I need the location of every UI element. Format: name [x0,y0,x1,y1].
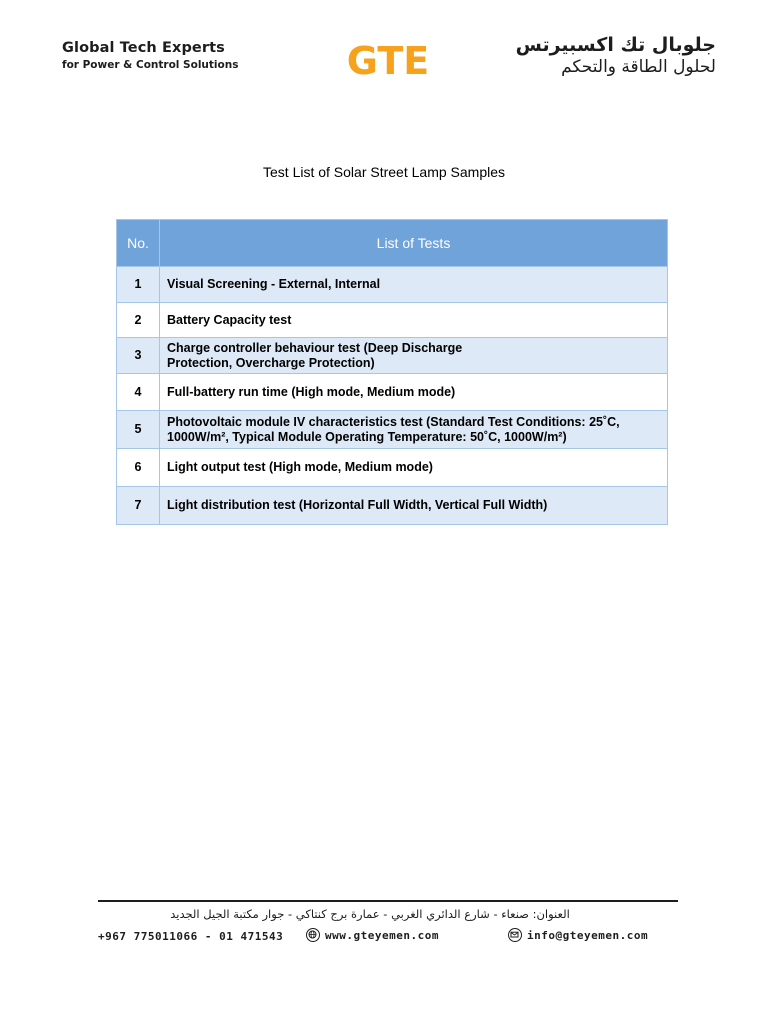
table-row [117,411,668,449]
document-title: Test List of Solar Street Lamp Samples [263,164,505,180]
test-line: Full-battery run time (High mode, Medium mode) [167,384,456,399]
test-line: Charge controller behaviour test (Deep Discharge [167,340,463,355]
test-description [160,374,668,411]
row-number: 1 [117,267,160,303]
arabic-company-name: جلوبال تك اكسبيرتس [515,34,716,56]
test-line: Photovoltaic module IV characteristics test (Standard Test Conditions: 25˚C, [167,414,620,429]
test-description [160,411,668,449]
tests-table [116,219,668,525]
test-description [160,487,668,525]
footer-address: العنوان: صنعاء - شارع الدائري الغربي - عمارة برج كنتاكي - جوار مكتبة الجيل الجديد [170,907,570,921]
email-link[interactable] [508,928,648,942]
column-header-tests: List of Tests [160,220,668,267]
arabic-company-tagline: لحلول الطاقة والتحكم [561,57,716,77]
table-row [117,303,668,338]
test-description [160,267,668,303]
row-number: 2 [117,303,160,338]
test-line: Light distribution test (Horizontal Full Width, Vertical Full Width) [167,498,548,512]
website-text: www.gteyemen.com [325,928,439,942]
row-number: 4 [117,374,160,411]
table-row [117,449,668,487]
company-name: Global Tech Experts [62,40,225,56]
envelope-icon [508,928,522,942]
test-description [160,303,668,338]
column-header-no: No. [117,220,160,267]
company-tagline: for Power & Control Solutions [62,59,239,71]
footer-divider [98,900,678,902]
test-line: 1000W/m², Typical Module Operating Temperature: 50˚C, 1000W/m²) [167,429,567,444]
phone-number: +967 775011066 - 01 471543 [98,930,284,943]
email-text: info@gteyemen.com [527,928,649,942]
table-row [117,374,668,411]
test-description [160,449,668,487]
row-number: 3 [117,338,160,374]
test-line: Battery Capacity test [167,312,292,327]
row-number: 6 [117,449,160,487]
row-number: 5 [117,411,160,449]
table-row [117,338,668,374]
test-line: Visual Screening - External, Internal [167,277,381,291]
test-description [160,338,668,374]
globe-icon [306,928,320,942]
logo-text: GTE [346,39,430,80]
table-header-row [117,220,668,267]
table-row [117,487,668,525]
test-line: Light output test (High mode, Medium mode) [167,460,433,474]
row-number: 7 [117,487,160,525]
company-header [62,40,238,71]
website-link[interactable] [306,928,439,942]
gte-logo [326,36,450,80]
table-row [117,267,668,303]
footer-contacts [98,928,678,946]
test-line: Protection, Overcharge Protection) [167,355,375,370]
arabic-header [516,34,716,78]
